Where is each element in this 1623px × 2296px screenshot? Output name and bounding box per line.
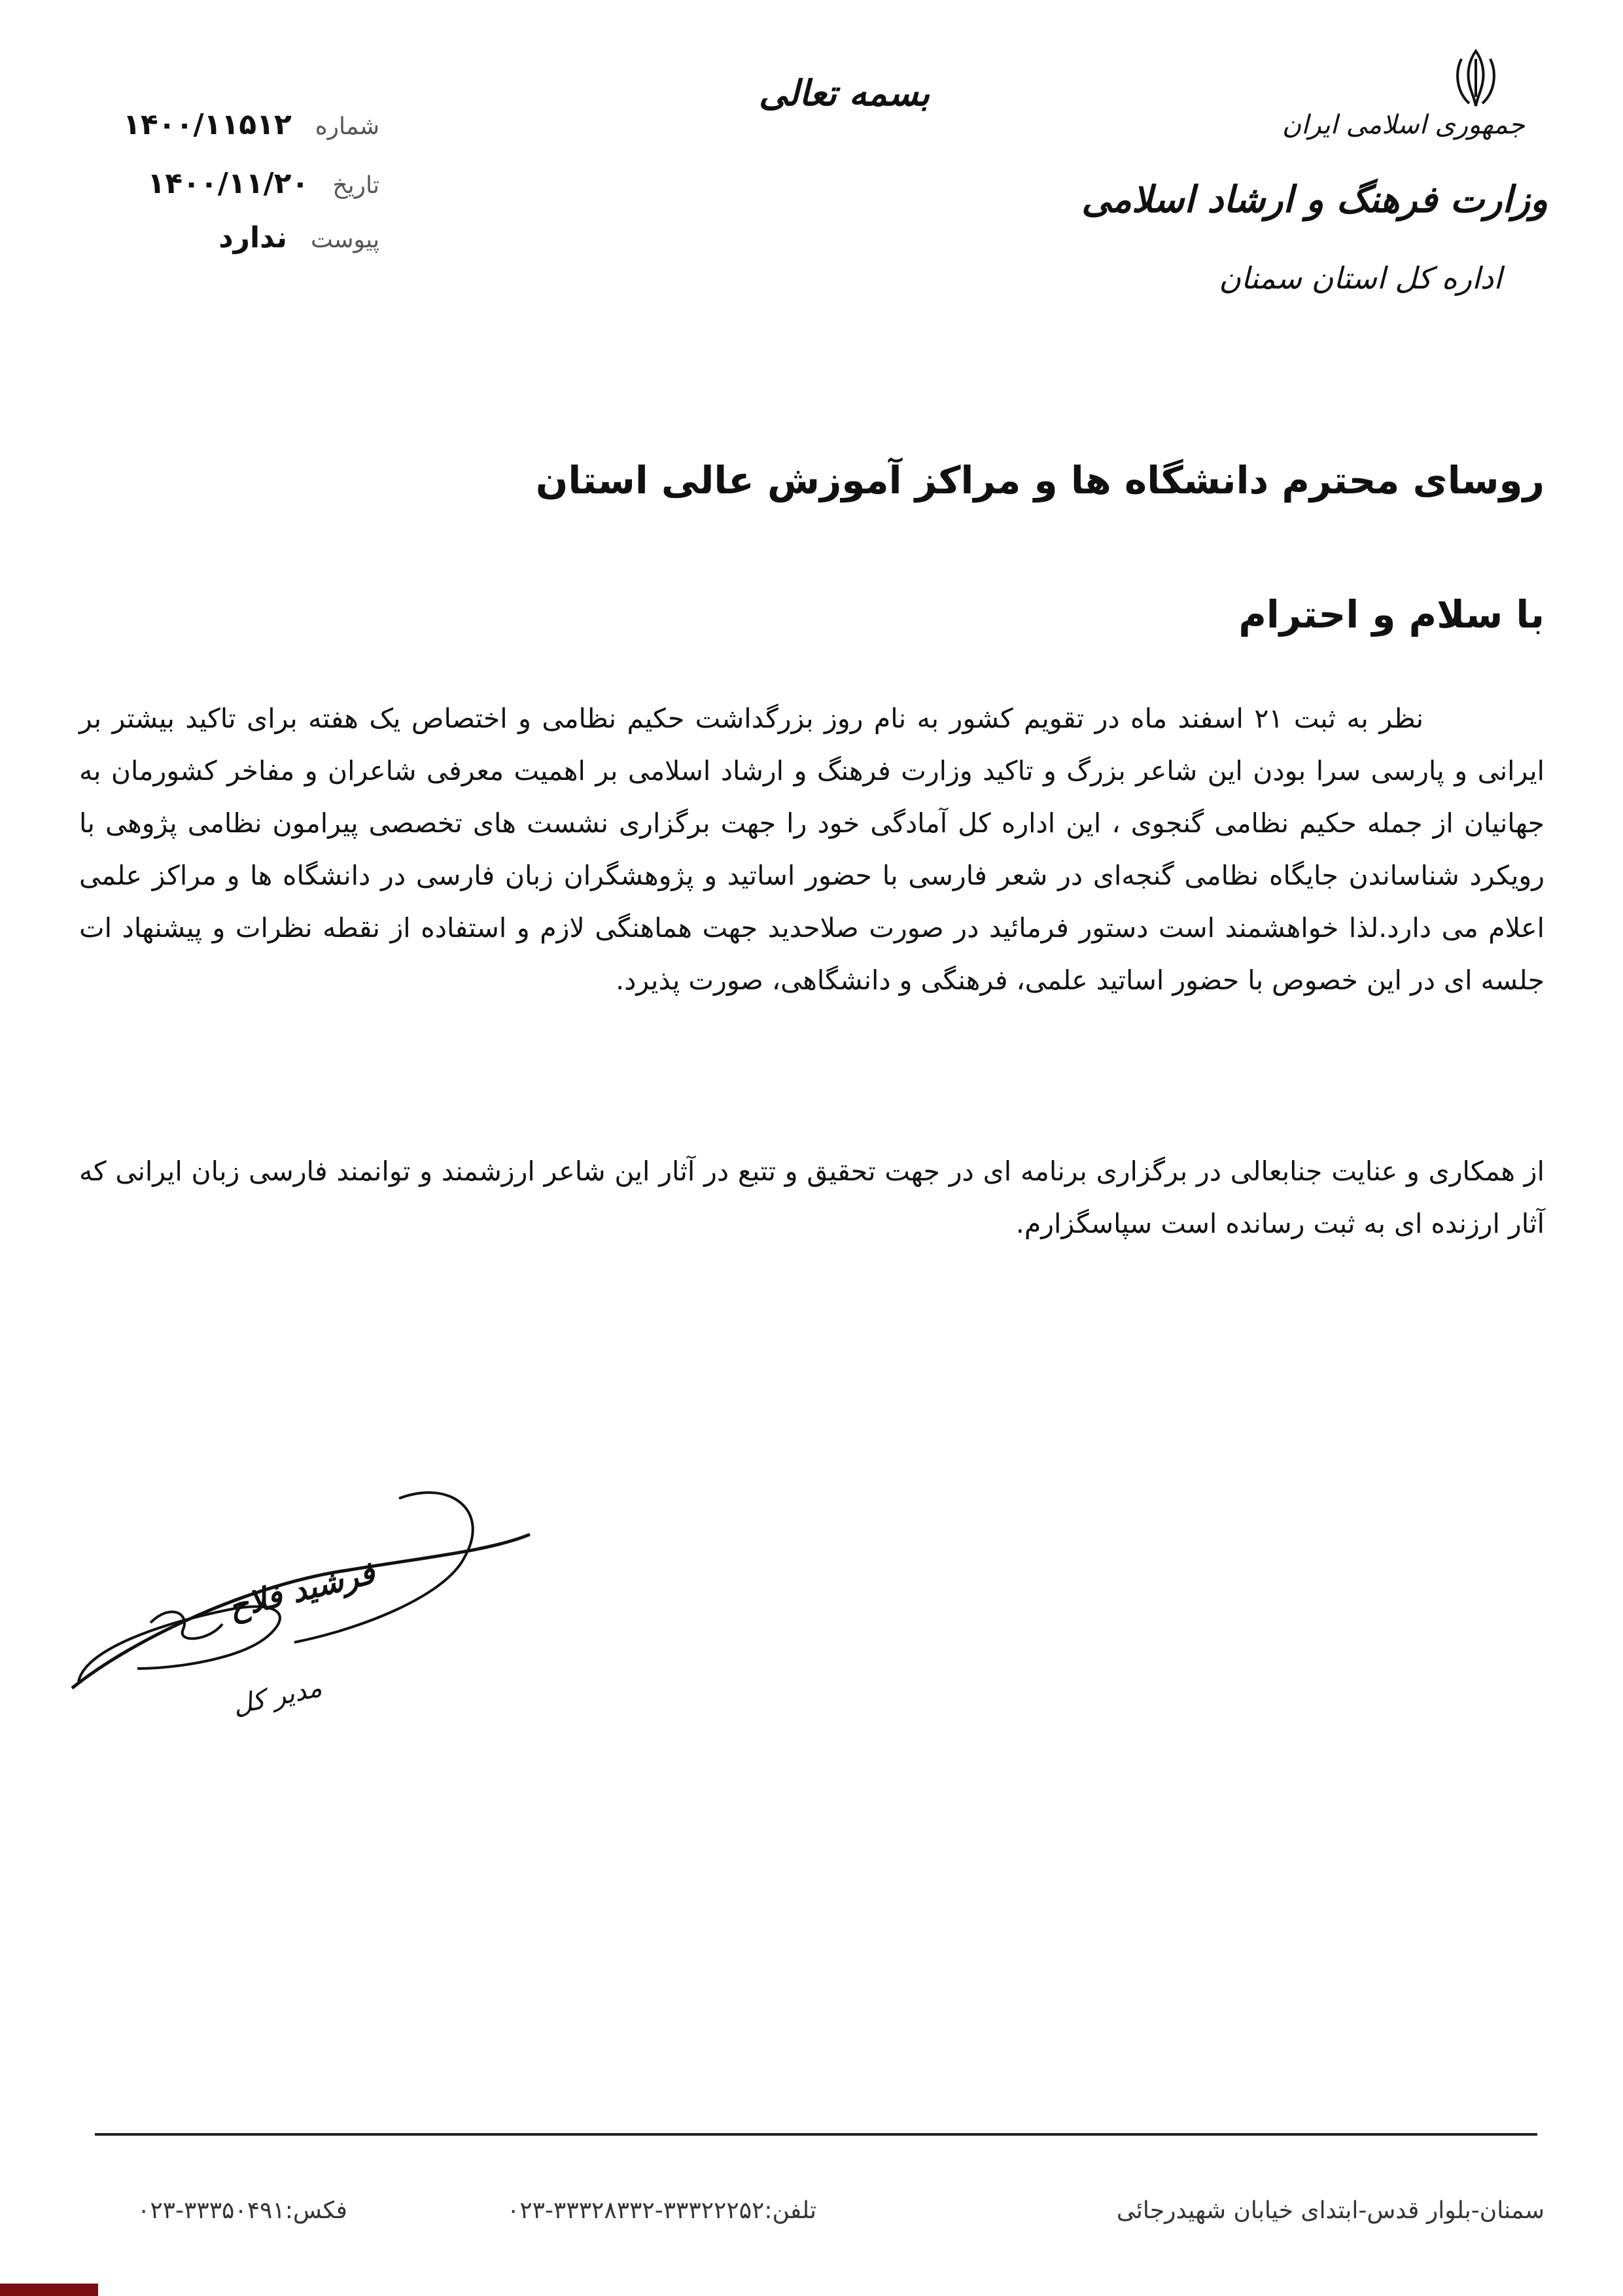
greeting: با سلام و احترام <box>1238 592 1544 637</box>
number-label: شماره <box>315 113 379 140</box>
addressee: روسای محترم دانشگاه ها و مراکز آموزش عالی استان <box>535 458 1544 503</box>
signatory-title: مدیر کل <box>230 1672 324 1721</box>
corner-tab <box>0 2284 98 2296</box>
footer-address: سمنان-بلوار قدس-ابتدای خیابان شهیدرجائی <box>1116 2197 1544 2224</box>
footer-divider <box>95 2133 1537 2136</box>
letter-number-row <box>92 108 379 141</box>
number-value: ۱۴۰۰/۱۱۵۱۲ <box>123 108 292 141</box>
attachment-label: پیوست <box>311 226 379 253</box>
office-name: اداره کل استان سمنان <box>1219 260 1502 296</box>
iran-emblem-icon <box>1450 46 1502 111</box>
attachment-value: ندارد <box>218 221 287 255</box>
footer-fax: فکس:۳۳۳۵۰۴۹۱-۰۲۳ <box>137 2197 347 2224</box>
bismillah: بسمه تعالی <box>759 72 930 114</box>
body-paragraph-1 <box>79 692 1544 1006</box>
ministry-name: وزارت فرهنگ و ارشاد اسلامی <box>1081 178 1548 221</box>
footer-phone: تلفن:۳۳۳۲۲۲۵۲-۳۳۳۲۸۳۳۲-۰۲۳ <box>507 2197 817 2224</box>
signatory-name: فرشید فلاح <box>224 1554 379 1627</box>
paragraph-1-text: نظر به ثبت ۲۱ اسفند ماه در تقویم کشور به نام روز بزرگداشت حکیم نظامی و اختصاص یک هفته برای تاکید بیشتر بر ایرانی و پارسی سرا بودن این شاعر بزرگ و تاکید وزارت فرهنگ و ارشاد اسلامی بر اهمیت معرفی شاعران و مفاخر کشورمان به جهانیان از جمله حکیم نظامی گنجوی ، این اداره کل آمادگی خود را جهت برگزاری نشست های تخصصی پیرامون نظامی پژوهی با رویکرد شناساندن جایگاه نظامی گنجه‌ای در شعر فارسی با حضور اساتید و پژوهشگران زبان فارسی در دانشگاه ها و مراکز علمی اعلام می دارد.لذا خواهشمند است دستور فرمائید در صورت صلاحدید جهت هماهنگی لازم و استفاده از نقطه نظرات و پیشنهاد ات جلسه ای در این خصوص با حضور اساتید علمی، فرهنگی و دانشگاهی، صورت پذیرد. <box>79 703 1544 996</box>
date-value: ۱۴۰۰/۱۱/۲۰ <box>147 167 309 200</box>
date-label: تاریخ <box>332 172 379 199</box>
letter-attachment-row <box>92 221 379 255</box>
country-name: جمهوری اسلامی ایران <box>1282 110 1525 140</box>
body-paragraph-2 <box>79 1145 1544 1250</box>
letter-date-row <box>92 167 379 200</box>
paragraph-2-text: از همکاری و عنایت جنابعالی در برگزاری برنامه ای در جهت تحقیق و تتبع در آثار این شاعر ارزشمند و توانمند فارسی زبان ایرانی که آثار ارزنده ای به ثبت رسانده است سپاسگزارم. <box>79 1156 1544 1239</box>
